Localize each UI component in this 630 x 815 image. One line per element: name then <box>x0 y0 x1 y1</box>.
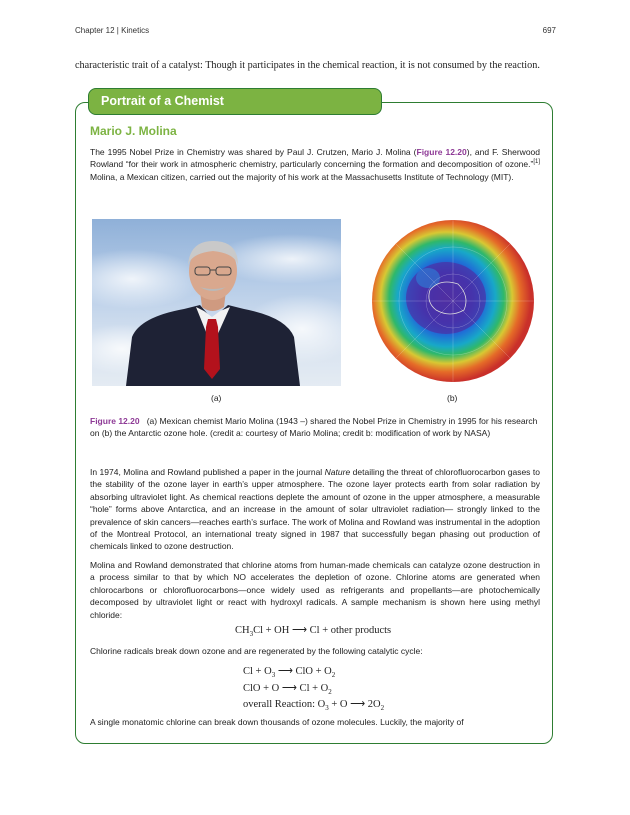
footnote-link[interactable]: [1] <box>533 159 540 166</box>
ozone-hole-map <box>370 218 536 384</box>
paragraph-nobel <box>90 146 540 183</box>
page-header <box>75 26 556 35</box>
label-b: (b) <box>447 393 458 403</box>
paragraph-ozone-layer <box>90 466 540 553</box>
paragraph-chlorine: Molina and Rowland demonstrated that chlorine atoms from human-made chemicals can catalyze ozone destruction in a process similar to that by which NO accelerates the depletion of ozone. Chlorine atoms are generated when chlorocarbons or chlorofluorocarbons—once widely used as refrigerants and propellants—are photochemically decomposed by ultraviolet light or react with hydroxyl radicals. A sample mechanism is shown here using methyl chloride: <box>90 560 540 620</box>
eq4-part-a: overall Reaction: O <box>243 699 326 710</box>
eq4-part-b: + O ⟶ 2O <box>328 699 381 710</box>
eq4-sub-a: 3 <box>325 704 329 713</box>
caption-text: (a) Mexican chemist Mario Molina (1943 –) shared the Nobel Prize in Chemistry in 1995 for his research on (b) the Antarctic ozone hole. (credit a: courtesy of Mario Molina; credit b: modification of work by NASA) <box>90 416 538 438</box>
p2-text-b: detailing the threat of chlorofluorocarbon gases to the stability of the ozone layer in earth’s upper atmosphere. The ozone layer protects earth from solar radiation by absorbing ultraviolet light. As chemical reactions deplete the amount of ozone in the upper atmosphere, a measurable “hole” forms above Antarctica, and an increase in the amount of solar ultraviolet radiation— strongly linked to the prevalence of skin cancers—reaches earth’s surface. The work of Molina and Rowland was instrumental in the adoption of the Montreal Protocol, an international treaty signed in 1987 that successfully began phasing out production of chemicals linked to ozone destruction. <box>90 467 540 552</box>
eq2-sub-b: 2 <box>331 671 336 680</box>
eq2-sub-a: 3 <box>271 671 276 680</box>
page-number: 697 <box>542 26 556 35</box>
eq1-part-b: Cl + OH ⟶ Cl + other products <box>253 625 392 636</box>
caption-title: Figure 12.20 <box>90 416 140 426</box>
figure-caption <box>90 415 540 439</box>
molina-photo <box>92 219 341 386</box>
eq2-part-a: Cl + O <box>243 666 272 677</box>
p1-text-b: ), and F. Sherwood Rowland “for their work in atmospheric chemistry, particularly concerning the formation and decomposition of ozone.” <box>90 147 540 170</box>
p1-text-c: Molina, a Mexican citizen, carried out the majority of his work at the Massachusetts Institute of Technology (MIT). <box>90 171 514 182</box>
p2-text-a: In 1974, Molina and Rowland published a paper in the journal <box>90 467 325 477</box>
equation-step-1 <box>243 665 335 679</box>
eq3-sub: 2 <box>328 688 332 697</box>
eq1-sub: 3 <box>249 630 254 639</box>
figure-link[interactable]: Figure 12.20 <box>416 147 467 157</box>
equation-overall <box>243 698 384 712</box>
p1-text-a: The 1995 Nobel Prize in Chemistry was shared by Paul J. Crutzen, Mario J. Molina ( <box>90 147 417 157</box>
label-a: (a) <box>211 393 222 403</box>
equation-methyl-chloride <box>235 624 391 638</box>
intro-text: characteristic trait of a catalyst: Though it participates in the chemical reaction, it is not consumed by the reaction. <box>75 60 540 71</box>
paragraph-catalytic-cycle: Chlorine radicals break down ozone and are regenerated by the following catalytic cycle: <box>90 646 423 656</box>
paragraph-monatomic-chlorine: A single monatomic chlorine can break down thousands of ozone molecules. Luckily, the majority of <box>90 717 464 727</box>
eq1-part-a: CH <box>235 625 250 636</box>
chapter-title: Chapter 12 | Kinetics <box>75 26 150 35</box>
feature-tab-title: Portrait of a Chemist <box>88 88 382 115</box>
equation-step-2 <box>243 682 332 696</box>
eq2-part-b: ⟶ ClO + O <box>275 666 332 677</box>
eq4-sub-b: 2 <box>380 704 385 713</box>
eq3-part-a: ClO + O ⟶ Cl + O <box>243 683 329 694</box>
journal-name: Nature <box>324 467 351 477</box>
chemist-name: Mario J. Molina <box>90 124 177 138</box>
